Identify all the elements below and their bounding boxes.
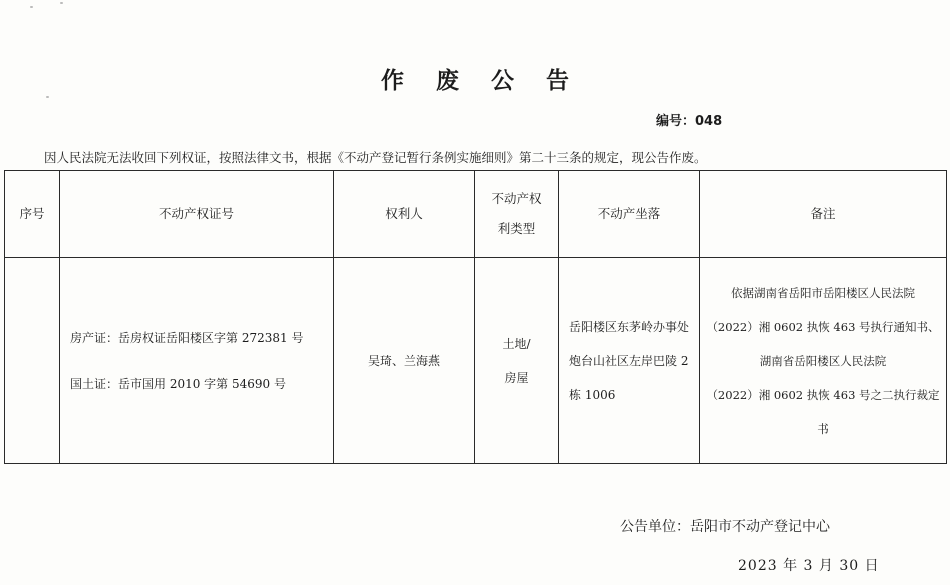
scan-speck bbox=[46, 96, 49, 98]
cell-owner: 吴琦、兰海燕 bbox=[334, 258, 475, 464]
serial-number: 编号：048 bbox=[656, 114, 723, 129]
remarks-line5: 书 bbox=[817, 421, 829, 436]
location-line1: 岳阳楼区东茅岭办事处 bbox=[569, 319, 690, 334]
invalidated-certificates-table bbox=[4, 170, 947, 464]
cell-no bbox=[5, 258, 60, 464]
table-row bbox=[5, 258, 947, 464]
issuing-unit: 公告单位：岳阳市不动产登记中心 bbox=[620, 519, 830, 535]
issue-date: 2023 年 3 月 30 日 bbox=[738, 558, 880, 574]
header-location: 不动产坐落 bbox=[559, 171, 700, 258]
header-no: 序号 bbox=[5, 171, 60, 258]
header-type-line2: 利类型 bbox=[497, 221, 536, 236]
header-type-line1: 不动产权 bbox=[491, 191, 542, 206]
header-owner: 权利人 bbox=[334, 171, 475, 258]
notice-title: 作 废 公 告 bbox=[380, 68, 582, 94]
type-line2: 房屋 bbox=[504, 370, 529, 385]
table-header-row bbox=[5, 171, 947, 258]
header-type bbox=[475, 171, 559, 258]
scan-speck bbox=[60, 2, 63, 4]
remarks-line2: （2022）湘 0602 执恢 463 号执行通知书、 bbox=[706, 319, 940, 334]
cert-house: 房产证：岳房权证岳阳楼区字第 272381 号 bbox=[70, 330, 304, 345]
type-line1: 土地/ bbox=[502, 336, 531, 351]
cell-location bbox=[559, 258, 700, 464]
header-remarks: 备注 bbox=[700, 171, 947, 258]
location-line2: 炮台山社区左岸巴陵 2 bbox=[569, 353, 689, 368]
cell-type bbox=[475, 258, 559, 464]
cert-land: 国土证：岳市国用 2010 字第 54690 号 bbox=[70, 376, 286, 391]
remarks-line3: 湖南省岳阳楼区人民法院 bbox=[759, 353, 887, 368]
remarks-line4: （2022）湘 0602 执恢 463 号之二执行裁定 bbox=[706, 387, 940, 402]
scan-speck bbox=[30, 6, 33, 8]
remarks-line1: 依据湖南省岳阳市岳阳楼区人民法院 bbox=[731, 285, 915, 300]
intro-text: 因人民法院无法收回下列权证，按照法律文书，根据《不动产登记暂行条例实施细则》第二十三条的规定，现公告作废。 bbox=[44, 150, 707, 165]
header-cert: 不动产权证号 bbox=[60, 171, 334, 258]
cell-cert bbox=[60, 258, 334, 464]
location-line3: 栋 1006 bbox=[569, 387, 616, 402]
cell-remarks bbox=[700, 258, 947, 464]
